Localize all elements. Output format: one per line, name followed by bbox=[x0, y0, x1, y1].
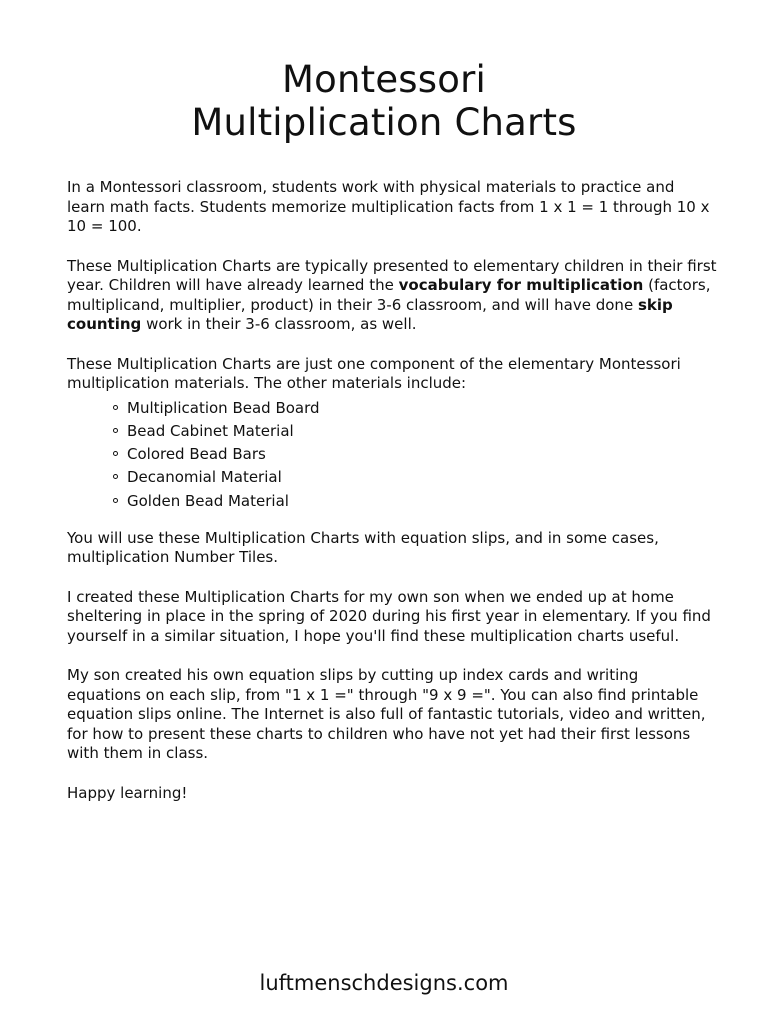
page-title-line-2: Multiplication Charts bbox=[191, 101, 577, 144]
equation-slips-tips-paragraph: My son created his own equation slips by cutting up index cards and writing equations on each slip, from "1 x 1 =" through "9 x 9 =". You can also find printable equation slips online. The Internet is also full of fantastic tutorials, video and written, for how to present these charts to children who have not yet had their first lessons with them in class. bbox=[67, 666, 706, 763]
materials-intro-paragraph: These Multiplication Charts are just one component of the elementary Montessori multiplication materials. The other materials include: bbox=[67, 354, 681, 392]
list-item bbox=[113, 397, 717, 420]
list-item-label: Decanomial Material bbox=[127, 468, 282, 487]
prerequisites-text-3: work in their 3-6 classroom, as well. bbox=[141, 315, 417, 333]
document-body bbox=[67, 178, 717, 823]
prerequisites-text-1: These Multiplication Charts are typically presented to elementary children in their first year. Children will have already learned the bbox=[67, 256, 717, 294]
page-title bbox=[0, 58, 768, 144]
list-item-label: Golden Bead Material bbox=[127, 491, 289, 510]
closing-paragraph: Happy learning! bbox=[67, 783, 188, 802]
footer-website: luftmenschdesigns.com bbox=[259, 971, 509, 995]
materials-list bbox=[67, 397, 717, 513]
skip-counting-emphasis: skip counting bbox=[67, 295, 673, 333]
bullet-circle-icon bbox=[113, 498, 118, 503]
equation-slips-paragraph: You will use these Multiplication Charts with equation slips, and in some cases, multiplication Number Tiles. bbox=[67, 528, 659, 567]
intro-paragraph: In a Montessori classroom, students work with physical materials to practice and learn math facts. Students memorize multiplication facts from 1 x 1 = 1 through 10 x 10 = 100. bbox=[67, 178, 710, 235]
bullet-circle-icon bbox=[113, 405, 118, 410]
prerequisites-text-2: (factors, multiplicand, multiplier, product) in their 3-6 classroom, and will have done bbox=[67, 276, 711, 314]
list-item bbox=[113, 466, 717, 489]
bullet-circle-icon bbox=[113, 474, 118, 479]
list-item-label: Bead Cabinet Material bbox=[127, 421, 294, 440]
author-story-paragraph: I created these Multiplication Charts for my own son when we ended up at home sheltering in place in the spring of 2020 during his first year in elementary. If you find yourself in a similar situation, I hope you'll find these multiplication charts useful. bbox=[67, 587, 711, 645]
bullet-circle-icon bbox=[113, 451, 118, 456]
list-item-label: Colored Bead Bars bbox=[127, 445, 266, 464]
list-item bbox=[113, 443, 717, 466]
vocabulary-emphasis: vocabulary for multiplication bbox=[398, 276, 644, 294]
prerequisites-paragraph bbox=[67, 257, 717, 335]
bullet-circle-icon bbox=[113, 428, 118, 433]
page-title-line-1: Montessori bbox=[282, 58, 486, 101]
list-item bbox=[113, 490, 717, 513]
list-item-label: Multiplication Bead Board bbox=[127, 398, 320, 417]
list-item bbox=[113, 420, 717, 443]
